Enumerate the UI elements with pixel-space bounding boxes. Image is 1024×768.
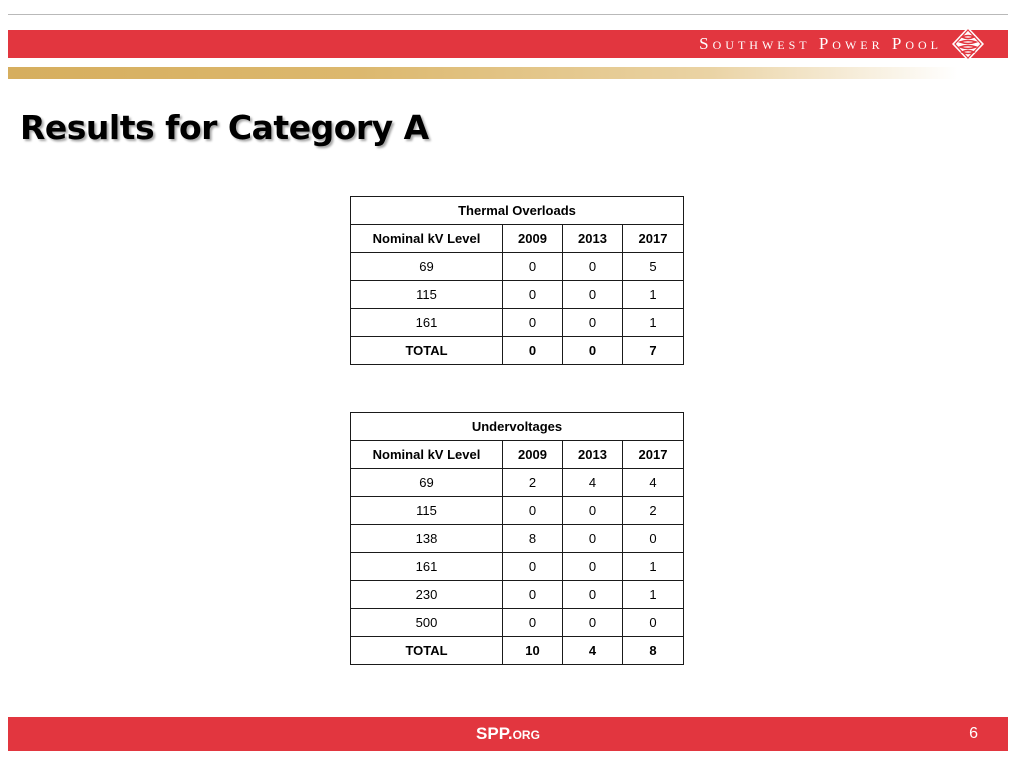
table-cell: 0	[503, 281, 563, 309]
table-row	[351, 281, 684, 309]
table-cell: 161	[351, 553, 503, 581]
spp-logo-icon	[950, 26, 986, 62]
table-cell: 1	[623, 553, 684, 581]
table-header-row	[351, 441, 684, 469]
total-cell: TOTAL	[351, 337, 503, 365]
header-bar	[8, 30, 1008, 58]
top-divider	[8, 14, 1008, 15]
table-cell: 0	[503, 497, 563, 525]
table-cell: 230	[351, 581, 503, 609]
page-number: 6	[969, 725, 978, 742]
total-cell: 8	[623, 637, 684, 665]
total-cell: 7	[623, 337, 684, 365]
table-cell: 115	[351, 281, 503, 309]
brand-name: Southwest Power Pool	[699, 34, 942, 53]
table-row	[351, 497, 684, 525]
table-row	[351, 525, 684, 553]
table-cell: 0	[563, 609, 623, 637]
table-cell: 2	[623, 497, 684, 525]
table-row	[351, 581, 684, 609]
table-cell: 0	[563, 553, 623, 581]
table-row	[351, 469, 684, 497]
column-header: 2009	[503, 225, 563, 253]
total-cell: TOTAL	[351, 637, 503, 665]
table-cell: 0	[563, 281, 623, 309]
table-cell: 138	[351, 525, 503, 553]
table-cell: 0	[503, 609, 563, 637]
column-header: 2017	[623, 441, 684, 469]
table-cell: 2	[503, 469, 563, 497]
table-row	[351, 309, 684, 337]
table-row	[351, 253, 684, 281]
column-header: Nominal kV Level	[351, 441, 503, 469]
table-row	[351, 553, 684, 581]
table-title: Undervoltages	[351, 413, 684, 441]
table-cell: 115	[351, 497, 503, 525]
table-cell: 4	[563, 469, 623, 497]
undervoltages-table	[350, 412, 684, 665]
thermal-overloads-table	[350, 196, 684, 365]
table-cell: 0	[503, 253, 563, 281]
column-header: 2009	[503, 441, 563, 469]
table-cell: 0	[503, 553, 563, 581]
total-cell: 0	[503, 337, 563, 365]
gold-accent-bar	[8, 67, 1008, 79]
table-cell: 4	[623, 469, 684, 497]
table-row	[351, 609, 684, 637]
total-cell: 4	[563, 637, 623, 665]
total-row	[351, 337, 684, 365]
footer-bar	[8, 717, 1008, 751]
table-cell: 0	[563, 497, 623, 525]
table-cell: 0	[563, 525, 623, 553]
slide-title: Results for Category A	[20, 108, 429, 147]
table-title: Thermal Overloads	[351, 197, 684, 225]
table-cell: 161	[351, 309, 503, 337]
table-cell: 0	[563, 581, 623, 609]
column-header: Nominal kV Level	[351, 225, 503, 253]
table-cell: 0	[503, 581, 563, 609]
table-cell: 500	[351, 609, 503, 637]
table-cell: 1	[623, 581, 684, 609]
table-cell: 8	[503, 525, 563, 553]
column-header: 2013	[563, 441, 623, 469]
column-header: 2017	[623, 225, 684, 253]
table-header-row	[351, 225, 684, 253]
table-cell: 0	[503, 309, 563, 337]
column-header: 2013	[563, 225, 623, 253]
table-cell: 1	[623, 309, 684, 337]
total-row	[351, 637, 684, 665]
table-cell: 69	[351, 253, 503, 281]
table-cell: 0	[563, 309, 623, 337]
table-cell: 5	[623, 253, 684, 281]
table-cell: 0	[623, 609, 684, 637]
table-cell: 1	[623, 281, 684, 309]
footer-site-link[interactable]: SPP.org	[476, 724, 540, 743]
total-cell: 10	[503, 637, 563, 665]
total-cell: 0	[563, 337, 623, 365]
table-cell: 0	[623, 525, 684, 553]
table-cell: 0	[563, 253, 623, 281]
table-cell: 69	[351, 469, 503, 497]
